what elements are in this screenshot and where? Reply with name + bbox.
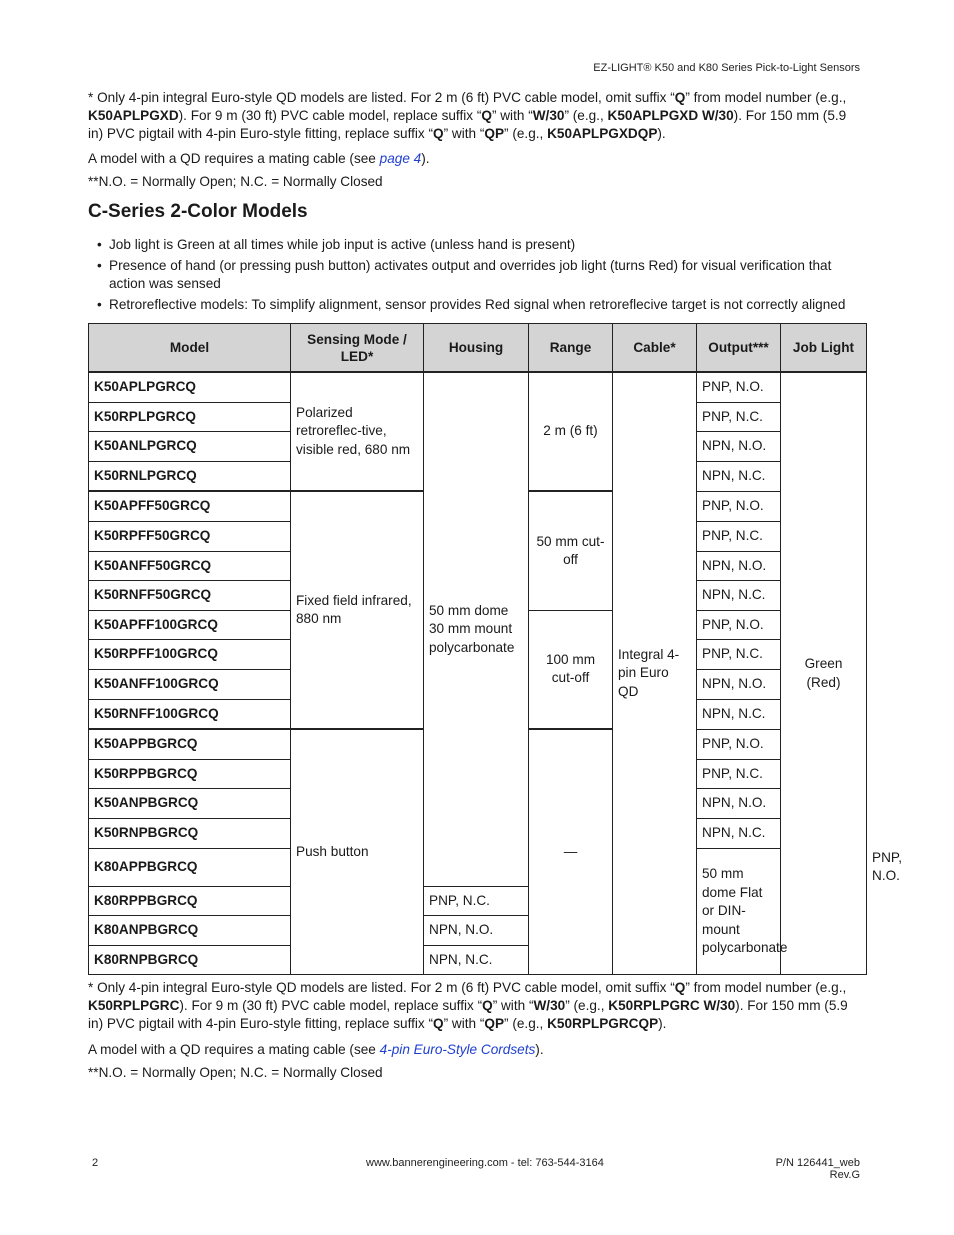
- output-cell: PNP, N.O.: [697, 729, 781, 759]
- column-header-housing: Housing: [424, 324, 529, 373]
- model-footnote: * Only 4-pin integral Euro-style QD models are listed. For 2 m (6 ft) PVC cable model, omit suffix “Q” from model number (e.g., K50RPLPGRC). For 9 m (30 ft) PVC cable model, replace suffix “Q” with “W/30” (e.g., K50RPLPGRC W/30). For 150 mm (5.9 in) PVC pigtail with 4-pin Euro-style fitting, replace suffix “Q” with “QP” (e.g., K50RPLPGRCQP).: [88, 980, 848, 1031]
- output-cell: NPN, N.C.: [697, 699, 781, 729]
- model-cell: K50APLPGRCQ: [89, 372, 291, 402]
- model-cell: K80RNPBGRCQ: [89, 945, 291, 975]
- housing-cell: 50 mm dome Flat or DIN-mount polycarbonate: [697, 848, 781, 975]
- output-cell: PNP, N.O.: [697, 491, 781, 521]
- model-cell: K80RPPBGRCQ: [89, 886, 291, 916]
- model-cell: K50APFF100GRCQ: [89, 610, 291, 640]
- feature-bullet: • Presence of hand (or pressing push button) activates output and overrides job light (turns Red) for visual verification that action was sensed: [97, 257, 867, 293]
- mating-cable-note: A model with a QD requires a mating cable (see 4-pin Euro-Style Cordsets).: [88, 1042, 544, 1057]
- output-cell: PNP, N.O.: [697, 610, 781, 640]
- footer-contact: www.bannerengineering.com - tel: 763-544-3164: [366, 1157, 604, 1169]
- model-cell: K80ANPBGRCQ: [89, 916, 291, 946]
- cable-cell: Integral 4-pin Euro QD: [613, 372, 697, 975]
- sensing-mode-cell: Fixed field infrared, 880 nm: [291, 491, 424, 729]
- output-cell: NPN, N.O.: [697, 669, 781, 699]
- output-cell: PNP, N.O.: [697, 372, 781, 402]
- model-cell: K50APFF50GRCQ: [89, 491, 291, 521]
- output-cell: PNP, N.C.: [697, 640, 781, 670]
- table-row: K80APPBGRCQ 50 mm dome Flat or DIN-mount polycarbonate PNP, N.O.: [89, 848, 867, 886]
- output-cell: NPN, N.O.: [697, 789, 781, 819]
- mating-cable-note: A model with a QD requires a mating cable (see page 4).: [88, 151, 430, 166]
- sensing-mode-cell: Polarized retroreflec-tive, visible red, 680 nm: [291, 372, 424, 491]
- column-header-range: Range: [529, 324, 613, 373]
- column-header-output: Output***: [697, 324, 781, 373]
- feature-list: [97, 236, 867, 317]
- model-cell: K50RNFF50GRCQ: [89, 581, 291, 611]
- output-cell: NPN, N.O.: [697, 432, 781, 462]
- model-cell: K50ANFF50GRCQ: [89, 551, 291, 581]
- model-cell: K50RPLPGRCQ: [89, 402, 291, 432]
- model-cell: K50RNFF100GRCQ: [89, 699, 291, 729]
- output-cell: NPN, N.C.: [424, 945, 529, 975]
- range-cell: 100 mm cut-off: [529, 610, 613, 729]
- range-cell: 50 mm cut-off: [529, 491, 613, 610]
- model-cell: K50RPPBGRCQ: [89, 759, 291, 789]
- column-header-job-light: Job Light: [781, 324, 867, 373]
- model-cell: K50ANLPGRCQ: [89, 432, 291, 462]
- revision: Rev.G: [829, 1169, 860, 1181]
- models-table: [88, 323, 902, 975]
- footer-part-info: [776, 1157, 860, 1181]
- section-title: C-Series 2-Color Models: [88, 201, 308, 222]
- output-cell: NPN, N.C.: [697, 461, 781, 491]
- page-link[interactable]: page 4: [379, 151, 422, 166]
- job-light-cell: Green (Red): [781, 372, 867, 975]
- column-header-cable: Cable*: [613, 324, 697, 373]
- part-number: P/N 126441_web: [775, 1157, 860, 1169]
- output-cell: NPN, N.O.: [424, 916, 529, 946]
- model-cell: K50ANFF100GRCQ: [89, 669, 291, 699]
- sensing-mode-cell: Push button: [291, 729, 424, 975]
- output-cell: PNP, N.C.: [697, 521, 781, 551]
- output-cell: PNP, N.C.: [697, 402, 781, 432]
- page-number: 2: [92, 1157, 99, 1169]
- column-header-sensing-mode: Sensing Mode / LED*: [291, 324, 424, 373]
- output-abbreviation-note: **N.O. = Normally Open; N.C. = Normally Closed: [88, 174, 383, 189]
- cordsets-link[interactable]: 4-pin Euro-Style Cordsets: [379, 1042, 536, 1057]
- model-cell: K50RNPBGRCQ: [89, 818, 291, 848]
- feature-bullet: • Retroreflective models: To simplify alignment, sensor provides Red signal when retroreflecive target is not correctly aligned: [97, 296, 867, 314]
- output-cell: NPN, N.C.: [697, 581, 781, 611]
- document-header: EZ-LIGHT® K50 and K80 Series Pick-to-Light Sensors: [593, 62, 860, 74]
- model-footnote: * Only 4-pin integral Euro-style QD models are listed. For 2 m (6 ft) PVC cable model, omit suffix “Q” from model number (e.g., K50APLPGXD). For 9 m (30 ft) PVC cable model, replace suffix “Q” with “W/30” (e.g., K50APLPGXD W/30). For 150 mm (5.9 in) PVC pigtail with 4-pin Euro-style fitting, replace suffix “Q” with “QP” (e.g., K50APLPGXDQP).: [88, 90, 847, 141]
- output-cell: PNP, N.C.: [697, 759, 781, 789]
- range-cell: 2 m (6 ft): [529, 372, 613, 491]
- output-abbreviation-note: **N.O. = Normally Open; N.C. = Normally Closed: [88, 1065, 383, 1080]
- model-cell: K50RNLPGRCQ: [89, 461, 291, 491]
- model-cell: K50ANPBGRCQ: [89, 789, 291, 819]
- housing-cell: 50 mm dome 30 mm mount polycarbonate: [424, 372, 529, 886]
- model-cell: K50RPFF100GRCQ: [89, 640, 291, 670]
- output-cell: NPN, N.O.: [697, 551, 781, 581]
- table-row: [89, 372, 867, 402]
- model-cell: K50RPFF50GRCQ: [89, 521, 291, 551]
- output-cell: PNP, N.C.: [424, 886, 529, 916]
- range-cell: —: [529, 729, 613, 975]
- output-cell: NPN, N.C.: [697, 818, 781, 848]
- column-header-model: Model: [89, 324, 291, 373]
- feature-bullet: • Job light is Green at all times while job input is active (unless hand is present): [97, 236, 867, 254]
- table-header-row: [89, 324, 867, 373]
- model-cell: K50APPBGRCQ: [89, 729, 291, 759]
- model-cell: K80APPBGRCQ: [89, 848, 291, 886]
